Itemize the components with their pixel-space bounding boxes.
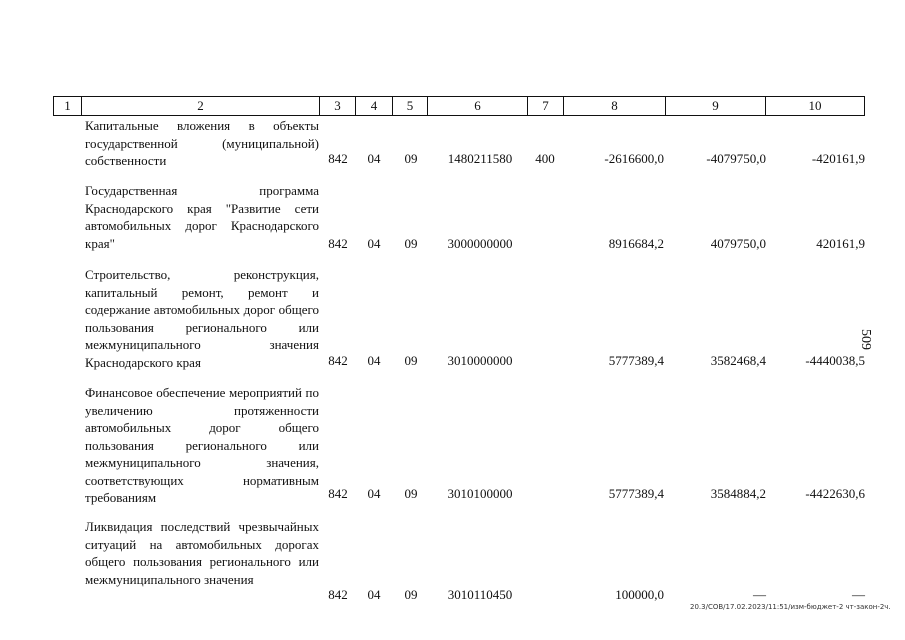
- header-col-6: 6: [428, 97, 528, 115]
- cell-col6: 3010110450: [447, 587, 513, 602]
- cell-col4: 04: [367, 236, 381, 251]
- cell-col4: 04: [367, 151, 381, 166]
- row-name: Капитальные вложения в объекты государственной (муниципальной) собственности: [85, 118, 319, 168]
- header-col-8: 8: [564, 97, 666, 115]
- cell-col4: 04: [367, 486, 381, 501]
- cell-col8: 100000,0: [615, 587, 664, 602]
- footer-note: 20.3/СОВ/17.02.2023/11:51/изм-бюджет-2 чт-закон-2ч.: [690, 603, 891, 611]
- cell-col5: 09: [404, 353, 418, 368]
- cell-col4: 04: [367, 353, 381, 368]
- cell-col3: 842: [328, 353, 348, 368]
- cell-col5: 09: [404, 587, 418, 602]
- cell-col3: 842: [328, 151, 348, 166]
- cell-col10: 420161,9: [816, 236, 865, 251]
- cell-col8: -2616600,0: [604, 151, 664, 166]
- cell-col3: 842: [328, 587, 348, 602]
- cell-col10: -4440038,5: [805, 353, 865, 368]
- cell-col9: -4079750,0: [706, 151, 766, 166]
- cell-col6: 3010000000: [447, 353, 513, 368]
- cell-col6: 1480211580: [447, 151, 513, 166]
- table-header: [53, 96, 865, 116]
- cell-col8: 5777389,4: [608, 486, 664, 501]
- cell-col10: -420161,9: [811, 151, 865, 166]
- cell-col10: —: [852, 587, 865, 602]
- cell-col7: 400: [535, 151, 555, 166]
- cell-col5: 09: [404, 151, 418, 166]
- row-name: Ликвидация последствий чрезвычайных ситуаций на автомобильных дорогах общего пользования регионального или межмуниципального значения: [85, 519, 319, 587]
- header-col-3: 3: [320, 97, 356, 115]
- header-col-4: 4: [356, 97, 393, 115]
- cell-col5: 09: [404, 236, 418, 251]
- cell-col9: —: [753, 587, 766, 602]
- header-col-1: 1: [54, 97, 82, 115]
- cell-col9: 3582468,4: [710, 353, 766, 368]
- row-name: Финансовое обеспечение мероприятий по увеличению протяженности автомобильных дорог общего пользования регионального или межмуниципального значения, соответствующих нормативным требованиям: [85, 385, 319, 505]
- row-name: Государственная программа Краснодарского края "Развитие сети автомобильных дорог Краснодарского края": [85, 183, 319, 251]
- cell-col3: 842: [328, 236, 348, 251]
- cell-col6: 3010100000: [447, 486, 513, 501]
- cell-col10: -4422630,6: [805, 486, 865, 501]
- cell-col9: 4079750,0: [710, 236, 766, 251]
- cell-col8: 8916684,2: [608, 236, 664, 251]
- cell-col4: 04: [367, 587, 381, 602]
- page-number: 509: [858, 329, 873, 350]
- header-col-7: 7: [528, 97, 564, 115]
- cell-col5: 09: [404, 486, 418, 501]
- row-name: Строительство, реконструкция, капитальный ремонт, ремонт и содержание автомобильных дорог общего пользования регионального или межмуниципального значения Краснодарского края: [85, 267, 319, 370]
- header-col-10: 10: [808, 98, 822, 113]
- cell-col8: 5777389,4: [608, 353, 664, 368]
- cell-col6: 3000000000: [447, 236, 513, 251]
- header-col-5: 5: [393, 97, 428, 115]
- header-col-9: 9: [666, 97, 766, 115]
- cell-col3: 842: [328, 486, 348, 501]
- cell-col9: 3584884,2: [710, 486, 766, 501]
- header-col-2: 2: [82, 97, 320, 115]
